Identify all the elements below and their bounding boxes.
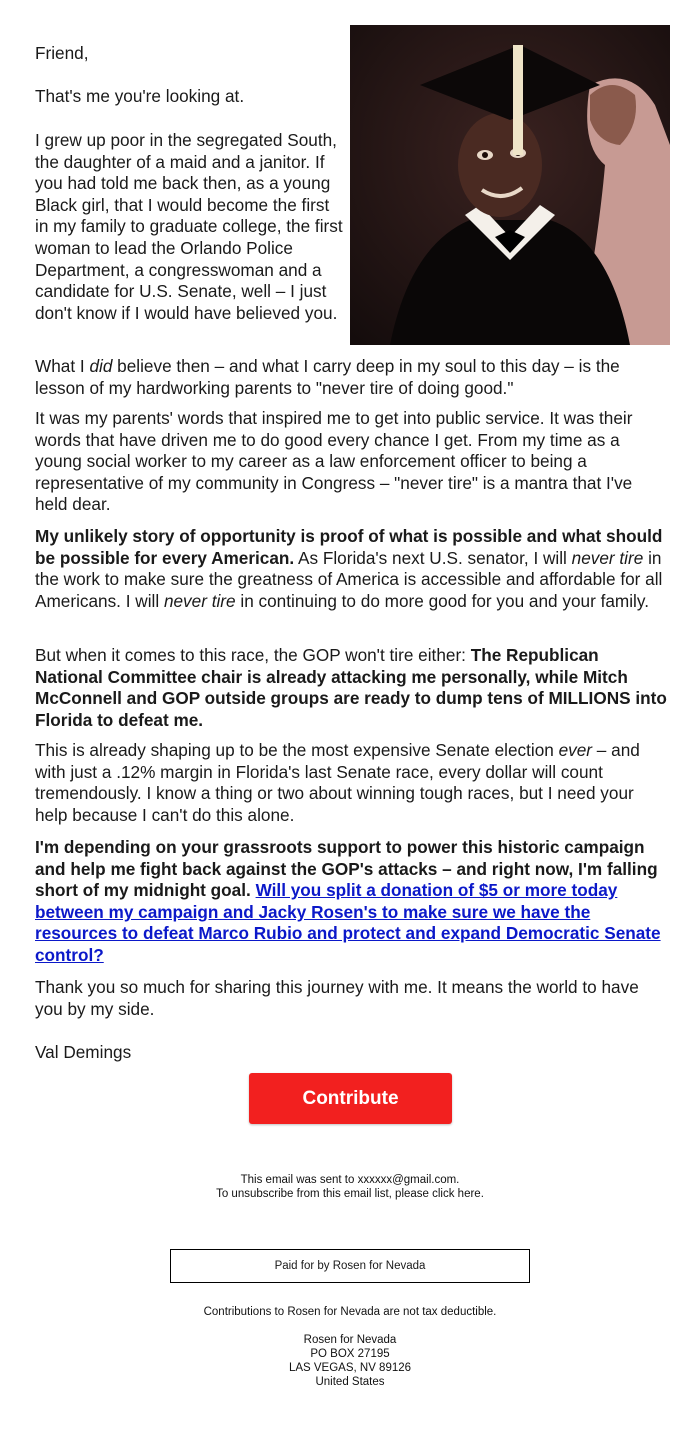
unsubscribe-link[interactable]: To unsubscribe from this email list, please click here. [216, 1188, 484, 1200]
greeting: Friend, [35, 43, 89, 63]
paragraph-7: I'm depending on your grassroots support to power this historic campaign and help me fight back against the GOP's attacks – and right now, I'm falling short of my midnight goal. Will you split a donation of $5 or more today between my campaign and Jacky Rosen's to make sure we have the resources to defeat Marco Rubio and protect and expand Democratic Senate control? [35, 837, 661, 965]
contribute-button[interactable]: Contribute [249, 1073, 452, 1124]
signature: Val Demings [35, 1042, 132, 1062]
address-city: LAS VEGAS, NV 89126 [288, 1362, 412, 1374]
address-country: United States [315, 1376, 385, 1388]
paragraph-3: It was my parents' words that inspired me to get into public service. It was their words that have driven me to do good every chance I get. From my time as a young social worker to my career as a law enforcement officer to being a representative of my community in Congress – "never tire" is a mantra that I've held dear. [35, 408, 633, 515]
donation-link[interactable]: Will you split a donation of $5 or more today between my campaign and Jacky Rosen's to make sure we have the resources to defeat Marco Rubio and protect and expand Democratic Senate control? [35, 880, 661, 965]
graduation-photo [350, 25, 670, 345]
paragraph-6: This is already shaping up to be the most expensive Senate election ever – and with just a .12% margin in Florida's last Senate race, every dollar will count tremendously. I know a thing or two about winning tough races, but I need your help because I can't do this alone. [35, 740, 640, 825]
paragraph-1: I grew up poor in the segregated South, the daughter of a maid and a janitor. If you had told me back then, as a young Black girl, that I would become the first in my family to graduate college, the first woman to lead the Orlando Police Department, a congresswoman and a candidate for U.S. Senate, well – I just don't know if I would have believed you. [35, 130, 343, 323]
paragraph-8: Thank you so much for sharing this journey with me. It means the world to have you by my side. [35, 977, 639, 1019]
paragraph-2: What I did believe then – and what I carry deep in my soul to this day – is the lesson of my hardworking parents to "never tire of doing good." [35, 356, 620, 398]
paragraph-4: My unlikely story of opportunity is proof of what is possible and what should be possible for every American. As Florida's next U.S. senator, I will never tire in the work to make sure the greatness of America is accessible and affordable for all Americans. I will never tire in continuing to do more good for you and your family. [35, 526, 663, 611]
address-name: Rosen for Nevada [303, 1334, 397, 1346]
intro-line: That's me you're looking at. [35, 86, 245, 106]
paid-for-box: Paid for by Rosen for Nevada [170, 1249, 530, 1283]
tax-note: Contributions to Rosen for Nevada are not tax deductible. [203, 1306, 497, 1318]
recipient-email: xxxxxx@gmail.com. [357, 1174, 460, 1186]
paragraph-5: But when it comes to this race, the GOP won't tire either: The Republican National Committee chair is already attacking me personally, while Mitch McConnell and GOP outside groups are ready to dump tens of MILLIONS into Florida to defeat me. [35, 645, 667, 730]
address-box: PO BOX 27195 [310, 1348, 390, 1360]
footer-sent-to: This email was sent to xxxxxx@gmail.com. [240, 1174, 460, 1186]
